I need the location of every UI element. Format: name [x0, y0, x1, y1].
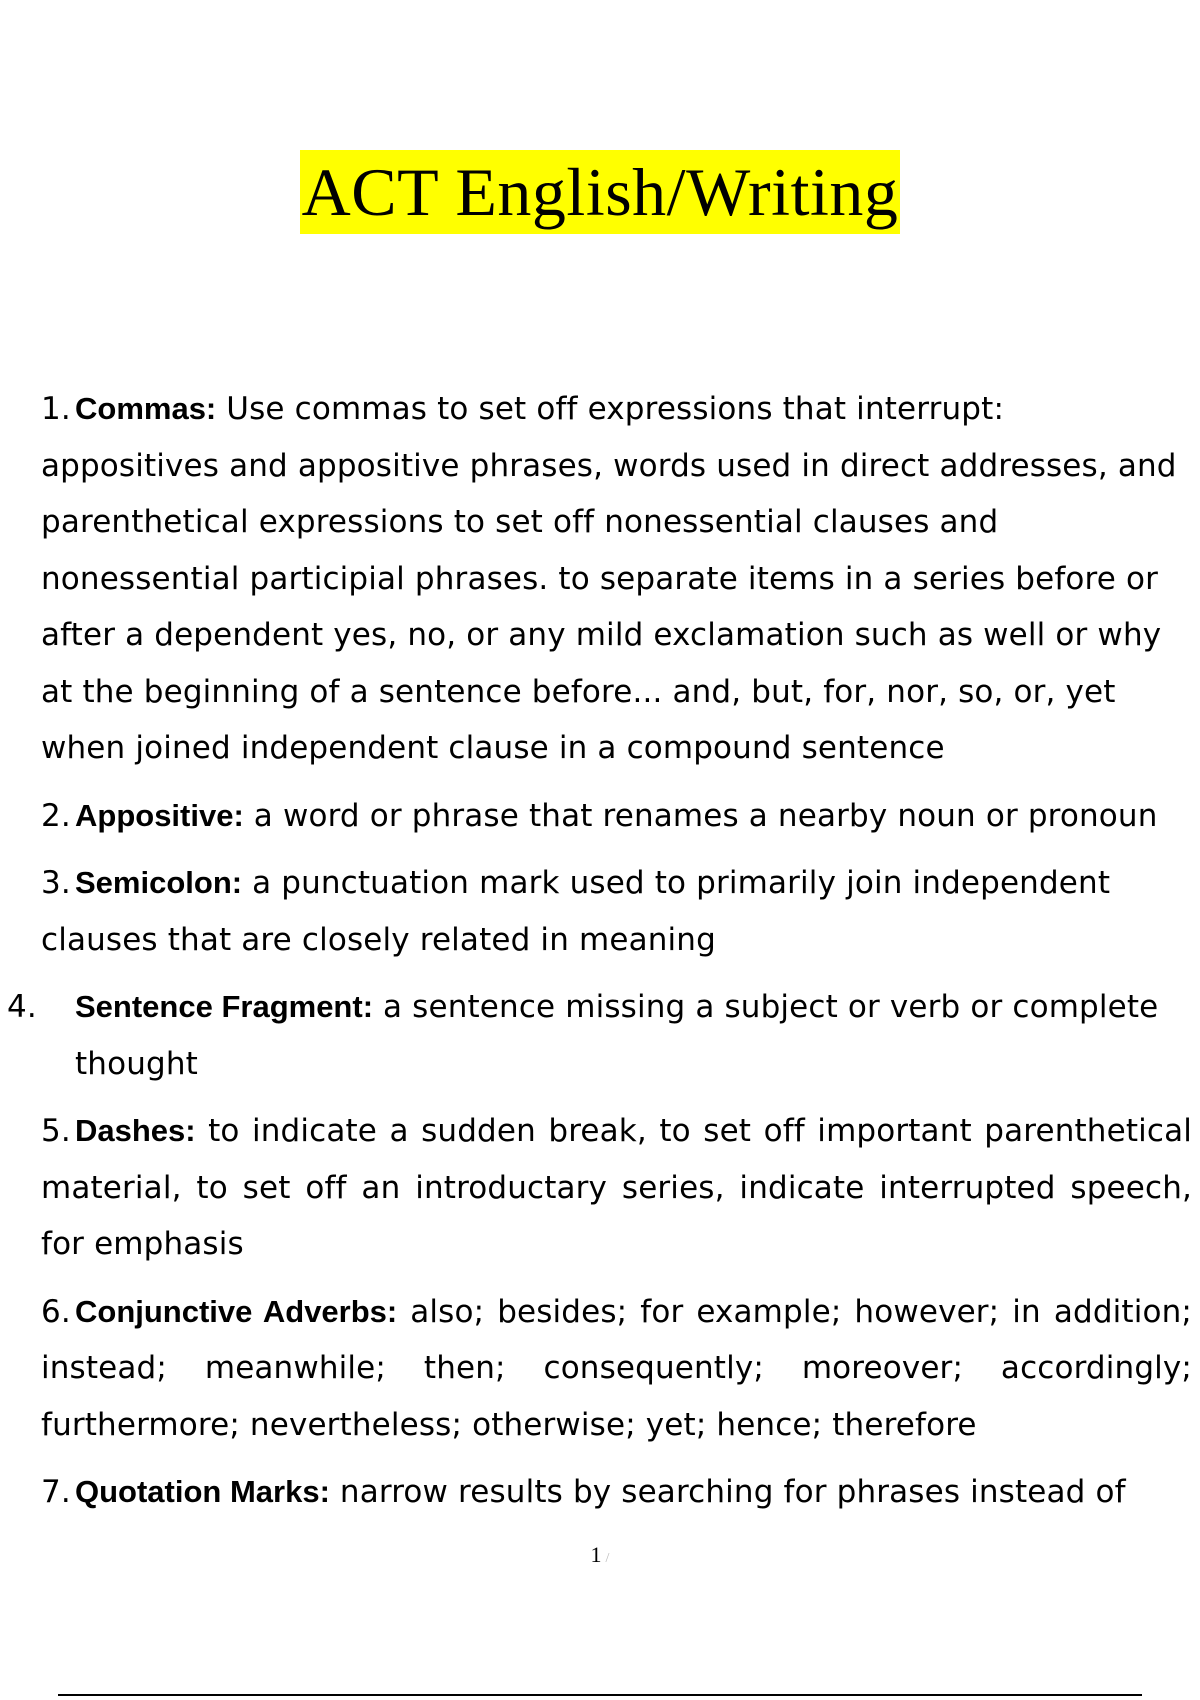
- list-item-sentence-fragment: [7, 979, 1192, 1092]
- list-item-dashes: [41, 1103, 1192, 1273]
- page-mark: /: [605, 1551, 610, 1566]
- item-text: to indicate a sudden break, to set off important parenthetical material, to set off an introductary series, indicate interrupted speech, for emphasis: [41, 1113, 1192, 1262]
- item-number: 4.: [7, 989, 37, 1025]
- item-text: Use commas to set off expressions that interrupt: appositives and appositive phrases, words used in direct addresses, and parenthetical expressions to set off nonessential clauses and nonessential participial phrases. to separate items in a series before or after a dependent yes, no, or any mild exclamation such as well or why at the beginning of a sentence before... and, but, for, nor, so, or, yet when joined independent clause in a compound sentence: [41, 391, 1177, 766]
- item-number: 6.: [41, 1293, 71, 1330]
- item-number: 7.: [41, 1474, 71, 1510]
- item-text: also; besides; for example; however; in addition; instead; meanwhile; then; consequently; moreover; accordingly; furthermore; nevertheless; otherwise; yet; hence; therefore: [41, 1293, 1192, 1443]
- item-number: 5.: [41, 1113, 71, 1149]
- item-term: Conjunctive Adverbs:: [75, 1293, 398, 1329]
- item-term: Quotation Marks:: [75, 1474, 330, 1509]
- list-item-quotation-marks: [41, 1464, 1192, 1521]
- list-item-conjunctive-adverbs: [41, 1284, 1192, 1454]
- item-term: Semicolon:: [75, 865, 243, 900]
- title-container: [0, 150, 1200, 234]
- item-term: Commas:: [75, 391, 217, 426]
- footer-divider: [58, 1694, 1142, 1696]
- document-title: ACT English/Writing: [300, 150, 901, 234]
- item-text: a word or phrase that renames a nearby noun or pronoun: [243, 797, 1158, 834]
- page-number: [0, 1540, 1200, 1574]
- item-number: 1.: [41, 391, 71, 427]
- item-text: a sentence missing a subject or verb or complete thought: [75, 989, 1159, 1082]
- item-text: narrow results by searching for phrases instead of: [329, 1474, 1126, 1510]
- item-text: a punctuation mark used to primarily join independent clauses that are closely related in meaning: [41, 865, 1111, 958]
- item-term: Dashes:: [75, 1113, 196, 1148]
- list-item-appositive: [41, 788, 1192, 845]
- item-term: Sentence Fragment:: [75, 989, 374, 1024]
- page-number-value: 1: [590, 1542, 602, 1567]
- list-item-commas: [41, 381, 1192, 777]
- item-number: 2.: [41, 797, 71, 834]
- item-term: Appositive:: [75, 797, 244, 833]
- document-body: [7, 381, 1192, 1532]
- item-number: 3.: [41, 865, 71, 901]
- list-item-semicolon: [41, 855, 1192, 968]
